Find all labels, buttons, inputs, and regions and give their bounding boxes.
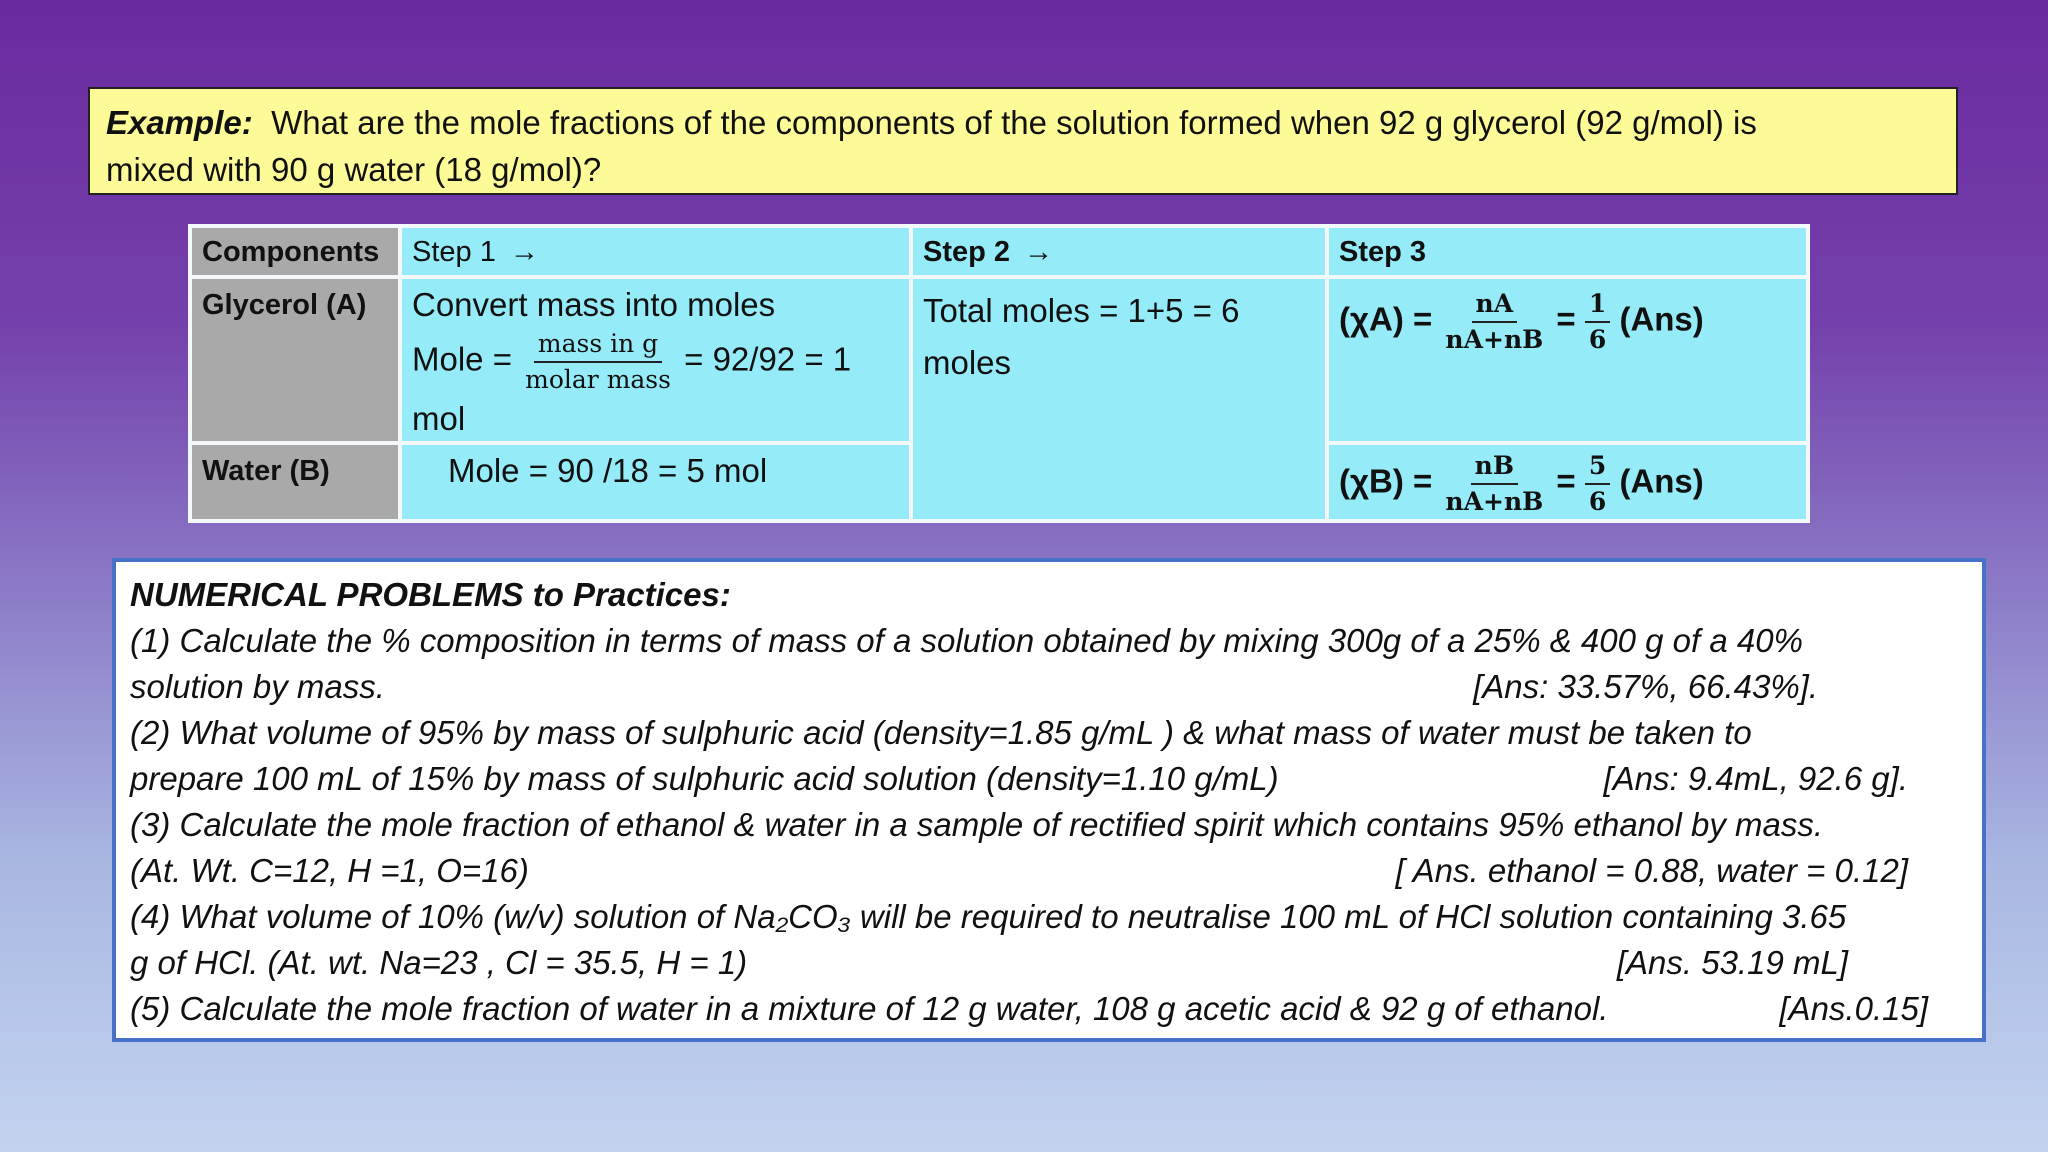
header-step2: Step 2 →: [911, 226, 1327, 277]
table-header-row: [190, 226, 1808, 277]
example-question-line2: mixed with 90 g water (18 g/mol)?: [106, 151, 602, 188]
mole-formula: Mole = $\frac{\text{mass in g}}{\text{molar mass}}$ = 92/92 = 1: [412, 327, 899, 397]
mol-unit: mol: [412, 400, 466, 437]
practice-problems-box: [112, 558, 1986, 1042]
problem-line: (3) Calculate the mole fraction of ethanol & water in a sample of rectified spirit which contains 95% ethanol by mass.: [130, 806, 1824, 843]
component-water: Water (B): [190, 443, 400, 521]
step2-total-moles: Total moles = 1+5 = 6 moles: [911, 277, 1327, 521]
step3-chi-a: (χA) = $\frac{nA}{nA+nB}$ = $\frac{1}{6}$ (Ans): [1327, 277, 1808, 443]
step1-water: Mole = 90 /18 = 5 mol: [400, 443, 911, 521]
problem-line: (4) What volume of 10% (w/v) solution of Na₂CO₃ will be required to neutralise 100 mL of HCl solution containing 3.65: [130, 898, 1847, 935]
arrow-right-icon: →: [1024, 236, 1054, 268]
example-question-line1: What are the mole fractions of the components of the solution formed when 92 g glycerol (92 g/mol) is: [271, 104, 1757, 141]
problem-line: prepare 100 mL of 15% by mass of sulphuric acid solution (density=1.10 g/mL) [Ans: 9.4mL, 92.6 g].: [130, 760, 1908, 797]
problem-line: (5) Calculate the mole fraction of water in a mixture of 12 g water, 108 g acetic acid & 92 g of ethanol. [Ans.0.15]: [130, 990, 1928, 1027]
nb-fraction: $\frac{nB}{nA+nB}$: [1445, 451, 1544, 516]
problem-line: solution by mass. [Ans: 33.57%, 66.43%].: [130, 668, 1818, 705]
arrow-right-icon: →: [509, 236, 539, 268]
problem-line: g of HCl. (At. wt. Na=23 , Cl = 35.5, H = 1) [Ans. 53.19 mL]: [130, 944, 1848, 981]
header-components: Components: [190, 226, 400, 277]
problem-line: (1) Calculate the % composition in terms of mass of a solution obtained by mixing 300g of a 25% & 400 g of a 40%: [130, 622, 1803, 659]
solution-steps-table: [188, 224, 1810, 523]
step3-chi-b: (χB) = $\frac{nB}{nA+nB}$ = $\frac{5}{6}$ (Ans): [1327, 443, 1808, 521]
component-glycerol: Glycerol (A): [190, 277, 400, 443]
problem-line: (At. Wt. C=12, H =1, O=16) [ Ans. ethanol = 0.88, water = 0.12]: [130, 852, 1908, 889]
header-step1: Step 1 →: [400, 226, 911, 277]
example-label: Example:: [106, 104, 253, 141]
step1-text: Convert mass into moles: [412, 286, 776, 323]
na-fraction: $\frac{nA}{nA+nB}$: [1445, 289, 1544, 354]
result-fraction-b: $\frac{5}{6}$: [1585, 449, 1610, 519]
step1-glycerol: [400, 277, 911, 443]
practice-title: NUMERICAL PROBLEMS to Practices:: [130, 576, 731, 613]
problem-line: (2) What volume of 95% by mass of sulphuric acid (density=1.85 g/mL ) & what mass of water must be taken to: [130, 714, 1752, 751]
example-box: [88, 87, 1958, 195]
result-fraction-a: $\frac{1}{6}$: [1585, 287, 1610, 357]
mass-over-molar-mass-fraction: $\frac{\text{mass in g}}{\text{molar mass}}$: [525, 329, 671, 394]
table-row-glycerol: [190, 277, 1808, 443]
header-step3: Step 3: [1327, 226, 1808, 277]
